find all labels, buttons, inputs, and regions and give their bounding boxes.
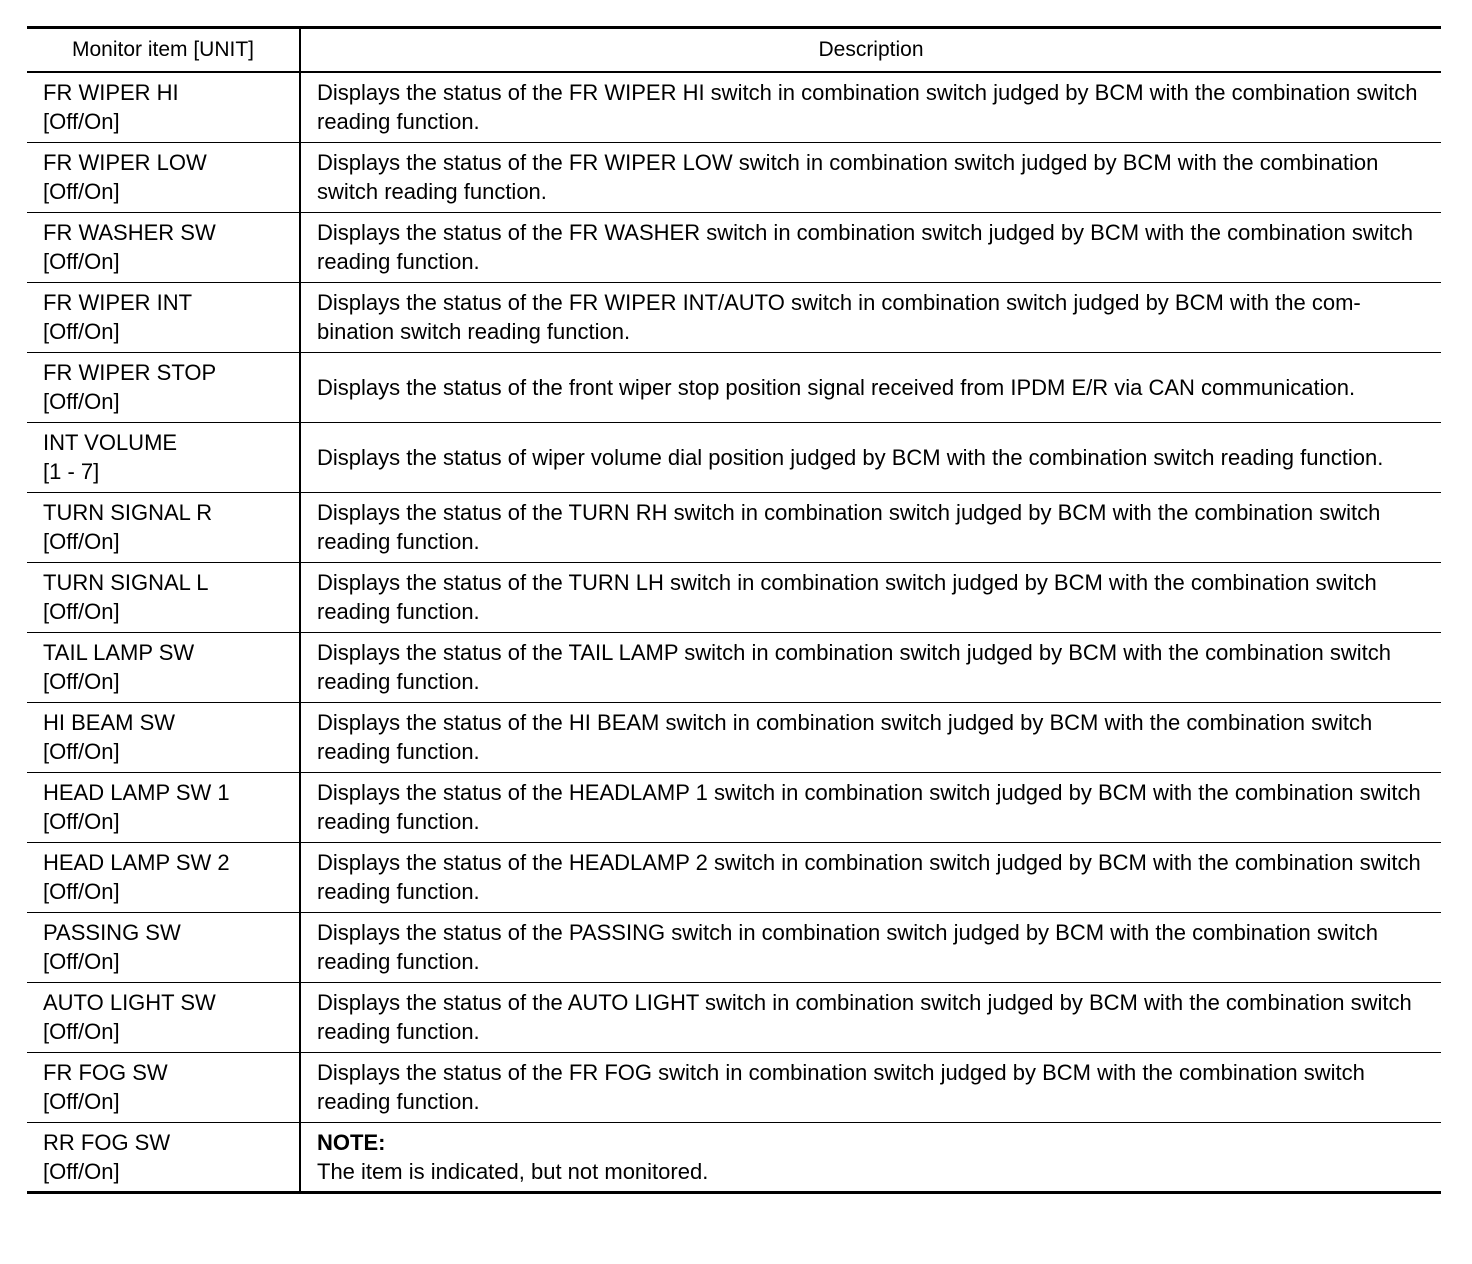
table-row bbox=[27, 282, 1441, 352]
monitor-item-name: AUTO LIGHT SW bbox=[43, 989, 216, 1015]
monitor-item-cell bbox=[27, 1122, 300, 1192]
monitor-item-unit: [Off/On] bbox=[43, 1018, 120, 1044]
description-cell bbox=[300, 422, 1441, 492]
description-cell bbox=[300, 842, 1441, 912]
description-text: Displays the status of the HI BEAM switch in combination switch judged by BCM with the combination switch reading function. bbox=[317, 709, 1373, 764]
table-row bbox=[27, 142, 1441, 212]
table-row bbox=[27, 842, 1441, 912]
monitor-item-name: FR WIPER STOP bbox=[43, 359, 217, 385]
monitor-item-cell bbox=[27, 632, 300, 702]
table-row bbox=[27, 562, 1441, 632]
monitor-item-unit: [Off/On] bbox=[43, 1158, 120, 1184]
monitor-item-cell bbox=[27, 282, 300, 352]
table-row bbox=[27, 492, 1441, 562]
monitor-item-unit: [Off/On] bbox=[43, 388, 120, 414]
description-text: Displays the status of the HEADLAMP 1 switch in combination switch judged by BCM with the combination switch reading function. bbox=[317, 779, 1421, 834]
description-text: Displays the status of the FR WASHER switch in combination switch judged by BCM with the combination switch reading function. bbox=[317, 219, 1413, 274]
monitor-item-name: FR WASHER SW bbox=[43, 219, 216, 245]
description-cell bbox=[300, 772, 1441, 842]
monitor-item-unit: [Off/On] bbox=[43, 178, 120, 204]
table-row bbox=[27, 212, 1441, 282]
description-text: Displays the status of the TURN RH switch in combination switch judged by BCM with the combination switch reading function. bbox=[317, 499, 1381, 554]
note-text: The item is indicated, but not monitored. bbox=[317, 1158, 709, 1184]
monitor-item-name: FR WIPER HI bbox=[43, 80, 179, 105]
monitor-item-name: HI BEAM SW bbox=[43, 709, 176, 735]
monitor-item-name: FR WIPER LOW bbox=[43, 149, 207, 175]
monitor-item-unit: [1 - 7] bbox=[43, 458, 100, 484]
monitor-item-unit: [Off/On] bbox=[43, 668, 120, 694]
monitor-item-unit: [Off/On] bbox=[43, 318, 120, 344]
description-cell bbox=[300, 562, 1441, 632]
table-row bbox=[27, 772, 1441, 842]
note-label: NOTE: bbox=[317, 1129, 386, 1155]
monitor-item-name: HEAD LAMP SW 2 bbox=[43, 849, 230, 875]
monitor-item-cell bbox=[27, 1052, 300, 1122]
description-cell bbox=[300, 212, 1441, 282]
monitor-item-name: TURN SIGNAL L bbox=[43, 569, 209, 595]
monitor-item-table bbox=[27, 26, 1441, 1194]
description-text: Displays the status of wiper volume dial position judged by BCM with the combination switch reading function. bbox=[317, 444, 1384, 470]
monitor-item-unit: [Off/On] bbox=[43, 738, 120, 764]
description-text: Displays the status of the TURN LH switch in combination switch judged by BCM with the combination switch reading function. bbox=[317, 569, 1377, 624]
table-header-row bbox=[27, 28, 1441, 73]
monitor-item-cell bbox=[27, 562, 300, 632]
description-text: Displays the status of the HEADLAMP 2 switch in combination switch judged by BCM with the combination switch reading function. bbox=[317, 849, 1421, 904]
table-row bbox=[27, 912, 1441, 982]
monitor-item-cell bbox=[27, 492, 300, 562]
description-cell bbox=[300, 282, 1441, 352]
table-row bbox=[27, 1122, 1441, 1192]
description-text: Displays the status of the TAIL LAMP switch in combination switch judged by BCM with the combination switch reading function. bbox=[317, 639, 1392, 694]
description-text: Displays the status of the AUTO LIGHT switch in combination switch judged by BCM with the combination switch reading function. bbox=[317, 989, 1412, 1044]
description-cell bbox=[300, 702, 1441, 772]
description-text: Displays the status of the FR FOG switch in combination switch judged by BCM with the combination switch reading function. bbox=[317, 1059, 1365, 1114]
monitor-item-cell bbox=[27, 212, 300, 282]
monitor-item-name: HEAD LAMP SW 1 bbox=[43, 779, 230, 805]
description-text: Displays the status of the FR WIPER HI switch in combination switch judged by BCM with the combination switch reading function. bbox=[317, 80, 1418, 134]
monitor-item-name: PASSING SW bbox=[43, 919, 181, 945]
description-cell bbox=[300, 632, 1441, 702]
monitor-item-cell bbox=[27, 772, 300, 842]
description-text: Displays the status of the PASSING switch in combination switch judged by BCM with the combination switch reading function. bbox=[317, 919, 1378, 974]
table-row bbox=[27, 702, 1441, 772]
table-row bbox=[27, 632, 1441, 702]
monitor-item-unit: [Off/On] bbox=[43, 598, 120, 624]
monitor-item-cell bbox=[27, 912, 300, 982]
monitor-item-unit: [Off/On] bbox=[43, 948, 120, 974]
monitor-item-cell bbox=[27, 142, 300, 212]
monitor-item-name: RR FOG SW bbox=[43, 1129, 171, 1155]
description-cell bbox=[300, 72, 1441, 142]
monitor-item-cell bbox=[27, 422, 300, 492]
description-cell bbox=[300, 492, 1441, 562]
monitor-item-name: FR WIPER INT bbox=[43, 289, 193, 315]
monitor-item-name: TAIL LAMP SW bbox=[43, 639, 195, 665]
monitor-item-cell bbox=[27, 72, 300, 142]
monitor-item-cell bbox=[27, 702, 300, 772]
monitor-item-name: INT VOLUME bbox=[43, 429, 178, 455]
description-text: Displays the status of the FR WIPER INT/AUTO switch in combination switch judged by BCM with the com-bination switch reading function. bbox=[317, 289, 1361, 344]
monitor-item-cell bbox=[27, 842, 300, 912]
monitor-item-unit: [Off/On] bbox=[43, 808, 120, 834]
description-text: Displays the status of the FR WIPER LOW switch in combination switch judged by BCM with the combination switch reading function. bbox=[317, 149, 1379, 204]
description-cell bbox=[300, 1052, 1441, 1122]
table-row bbox=[27, 1052, 1441, 1122]
description-cell bbox=[300, 982, 1441, 1052]
table-row bbox=[27, 982, 1441, 1052]
monitor-item-unit: [Off/On] bbox=[43, 109, 120, 134]
description-cell bbox=[300, 352, 1441, 422]
monitor-item-unit: [Off/On] bbox=[43, 528, 120, 554]
table-row bbox=[27, 352, 1441, 422]
monitor-item-unit: [Off/On] bbox=[43, 878, 120, 904]
monitor-item-name: FR FOG SW bbox=[43, 1059, 168, 1085]
table-row bbox=[27, 422, 1441, 492]
header-description: Description bbox=[300, 28, 1441, 73]
monitor-item-unit: [Off/On] bbox=[43, 248, 120, 274]
monitor-item-cell bbox=[27, 982, 300, 1052]
monitor-item-unit: [Off/On] bbox=[43, 1088, 120, 1114]
monitor-item-name: TURN SIGNAL R bbox=[43, 499, 213, 525]
description-cell bbox=[300, 912, 1441, 982]
table-row bbox=[27, 72, 1441, 142]
description-text: Displays the status of the front wiper stop position signal received from IPDM E/R via CAN communication. bbox=[317, 374, 1356, 400]
description-cell bbox=[300, 142, 1441, 212]
monitor-item-cell bbox=[27, 352, 300, 422]
description-cell bbox=[300, 1122, 1441, 1192]
header-monitor-item: Monitor item [UNIT] bbox=[27, 28, 300, 73]
